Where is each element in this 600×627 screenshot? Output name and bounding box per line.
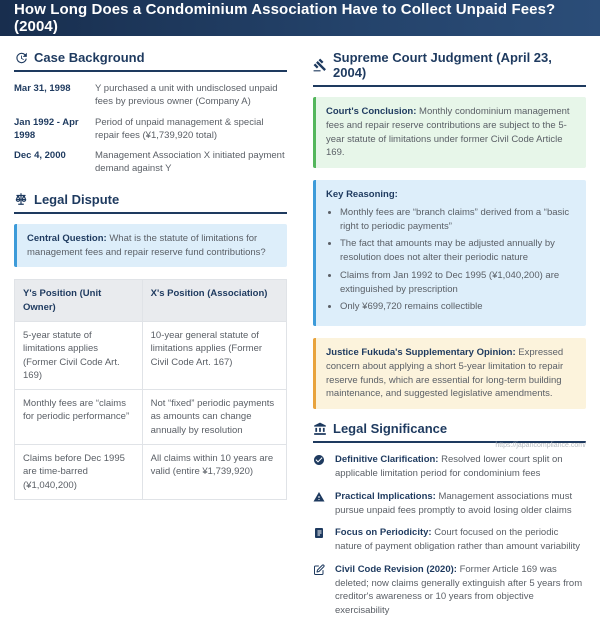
event-text: Y purchased a unit with undisclosed unpaid fees by previous owner (Company A) [95, 83, 278, 108]
history-icon [14, 51, 28, 65]
legal-dispute-title: Legal Dispute [34, 191, 120, 207]
significance-body: Former Article 169 was deleted; now claims generally extinguish after 5 years from creditor's awareness or 10 years from objective exercisability [335, 563, 583, 617]
check-circle-icon [313, 454, 325, 466]
book-icon [313, 527, 325, 539]
table-cell: Not “fixed” periodic payments as amounts can change annually by resolution [142, 390, 286, 445]
legal-significance-heading [313, 421, 586, 443]
gavel-icon [313, 58, 327, 72]
scales-icon [14, 192, 28, 206]
central-question-callout [14, 224, 287, 268]
event-date: Mar 31, 1998 [14, 83, 71, 94]
timeline-event [14, 149, 287, 176]
case-background-heading [14, 50, 287, 72]
table-header-row [15, 280, 287, 322]
right-column [313, 50, 586, 627]
significance-body: Resolved lower court split on applicable limitation period for condominium fees [335, 454, 563, 480]
page-title: How Long Does a Condominium Association Have to Collect Unpaid Fees? (2004) [14, 1, 556, 35]
event-text: Management Association X initiated payment demand against Y [95, 150, 285, 175]
timeline-event [14, 82, 287, 109]
conclusion-label: Court's Conclusion: [326, 106, 417, 117]
significance-label: Definitive Clarification: [335, 454, 439, 466]
table-row [15, 321, 287, 389]
key-reasoning-callout [313, 180, 586, 326]
title-bar [0, 0, 600, 36]
table-cell: All claims within 10 years are valid (entire ¥1,739,920) [142, 444, 286, 499]
legal-dispute-heading [14, 192, 287, 214]
significance-label: Practical Implications: [335, 490, 436, 502]
significance-text [335, 526, 586, 554]
conclusion-text: Monthly condominium management fees and repair reserve contributions are subject to the 5-year statute of limitations under former Civil Code Article 169. [326, 106, 570, 159]
significance-text [335, 453, 586, 481]
event-text: Period of unpaid management & special repair fees (¥1,739,920 total) [95, 116, 264, 141]
bank-icon [313, 422, 327, 436]
significance-item [313, 563, 586, 618]
significance-item [313, 526, 586, 554]
significance-body: Management associations must pursue unpaid fees promptly to avoid losing older claims [335, 490, 573, 516]
table-cell: 5-year statute of limitations applies (Former Civil Code Art. 169) [15, 321, 143, 389]
judgment-title: Supreme Court Judgment (April 23, 2004) [333, 50, 552, 80]
event-date: Dec 4, 2000 [14, 150, 66, 162]
central-question-label: Central Question: [27, 232, 107, 244]
positions-table [14, 279, 287, 500]
key-reasoning-label: Key Reasoning: [326, 189, 398, 201]
significance-text [335, 490, 586, 518]
content [0, 36, 600, 627]
table-row [15, 390, 287, 445]
significance-label: Civil Code Revision (2020): [335, 563, 457, 575]
opinion-text: Expressed concern about applying a short 5-year limitation to repair reserve funds, which are essential for long-term building maintenance, and suggested legislative amendments. [326, 347, 564, 400]
case-background-title: Case Background [34, 50, 145, 65]
table-row [15, 444, 287, 499]
column-header: X's Position (Association) [142, 280, 286, 322]
warning-triangle-icon [313, 491, 325, 503]
footer-url: https://japancompliance.com/ [495, 442, 586, 449]
significance-item [313, 490, 586, 518]
reasoning-item: • Claims from Jan 1992 to Dec 1995 (¥1,040,200) are extinguished by prescription [340, 269, 576, 297]
timeline-event [14, 116, 287, 143]
reasoning-item: • Monthly fees are “branch claims” derived from a “basic right to periodic payments” [340, 206, 576, 234]
supplementary-opinion-callout [313, 338, 586, 409]
table-cell: Monthly fees are “claims for periodic performance” [15, 390, 143, 445]
opinion-label: Justice Fukuda's Supplementary Opinion: [326, 347, 516, 359]
reasoning-item: • The fact that amounts may be adjusted annually by resolution does not alter their periodic nature [340, 237, 576, 265]
significance-body: Court focused on the periodic nature of payment obligation rather than amount variability [335, 527, 581, 553]
event-date: Jan 1992 - Apr 1998 [14, 116, 79, 141]
conclusion-callout [313, 97, 586, 168]
significance-item [313, 453, 586, 481]
edit-icon [313, 564, 325, 576]
significance-label: Focus on Periodicity: [335, 527, 432, 539]
reasoning-item: • Only ¥699,720 remains collectible [340, 300, 576, 314]
significance-text [335, 563, 586, 618]
key-reasoning-list [340, 206, 576, 314]
column-header: Y's Position (Unit Owner) [15, 280, 143, 322]
left-column [14, 50, 287, 627]
table-cell: 10-year general statute of limitations applies (Former Civil Code Art. 167) [142, 321, 286, 389]
judgment-heading [313, 50, 586, 87]
legal-significance-title: Legal Significance [333, 421, 448, 437]
table-cell: Claims before Dec 1995 are time-barred (¥1,040,200) [15, 444, 143, 499]
central-question-text: What is the statute of limitations for management fees and repair reserve fund contributions? [27, 232, 266, 258]
